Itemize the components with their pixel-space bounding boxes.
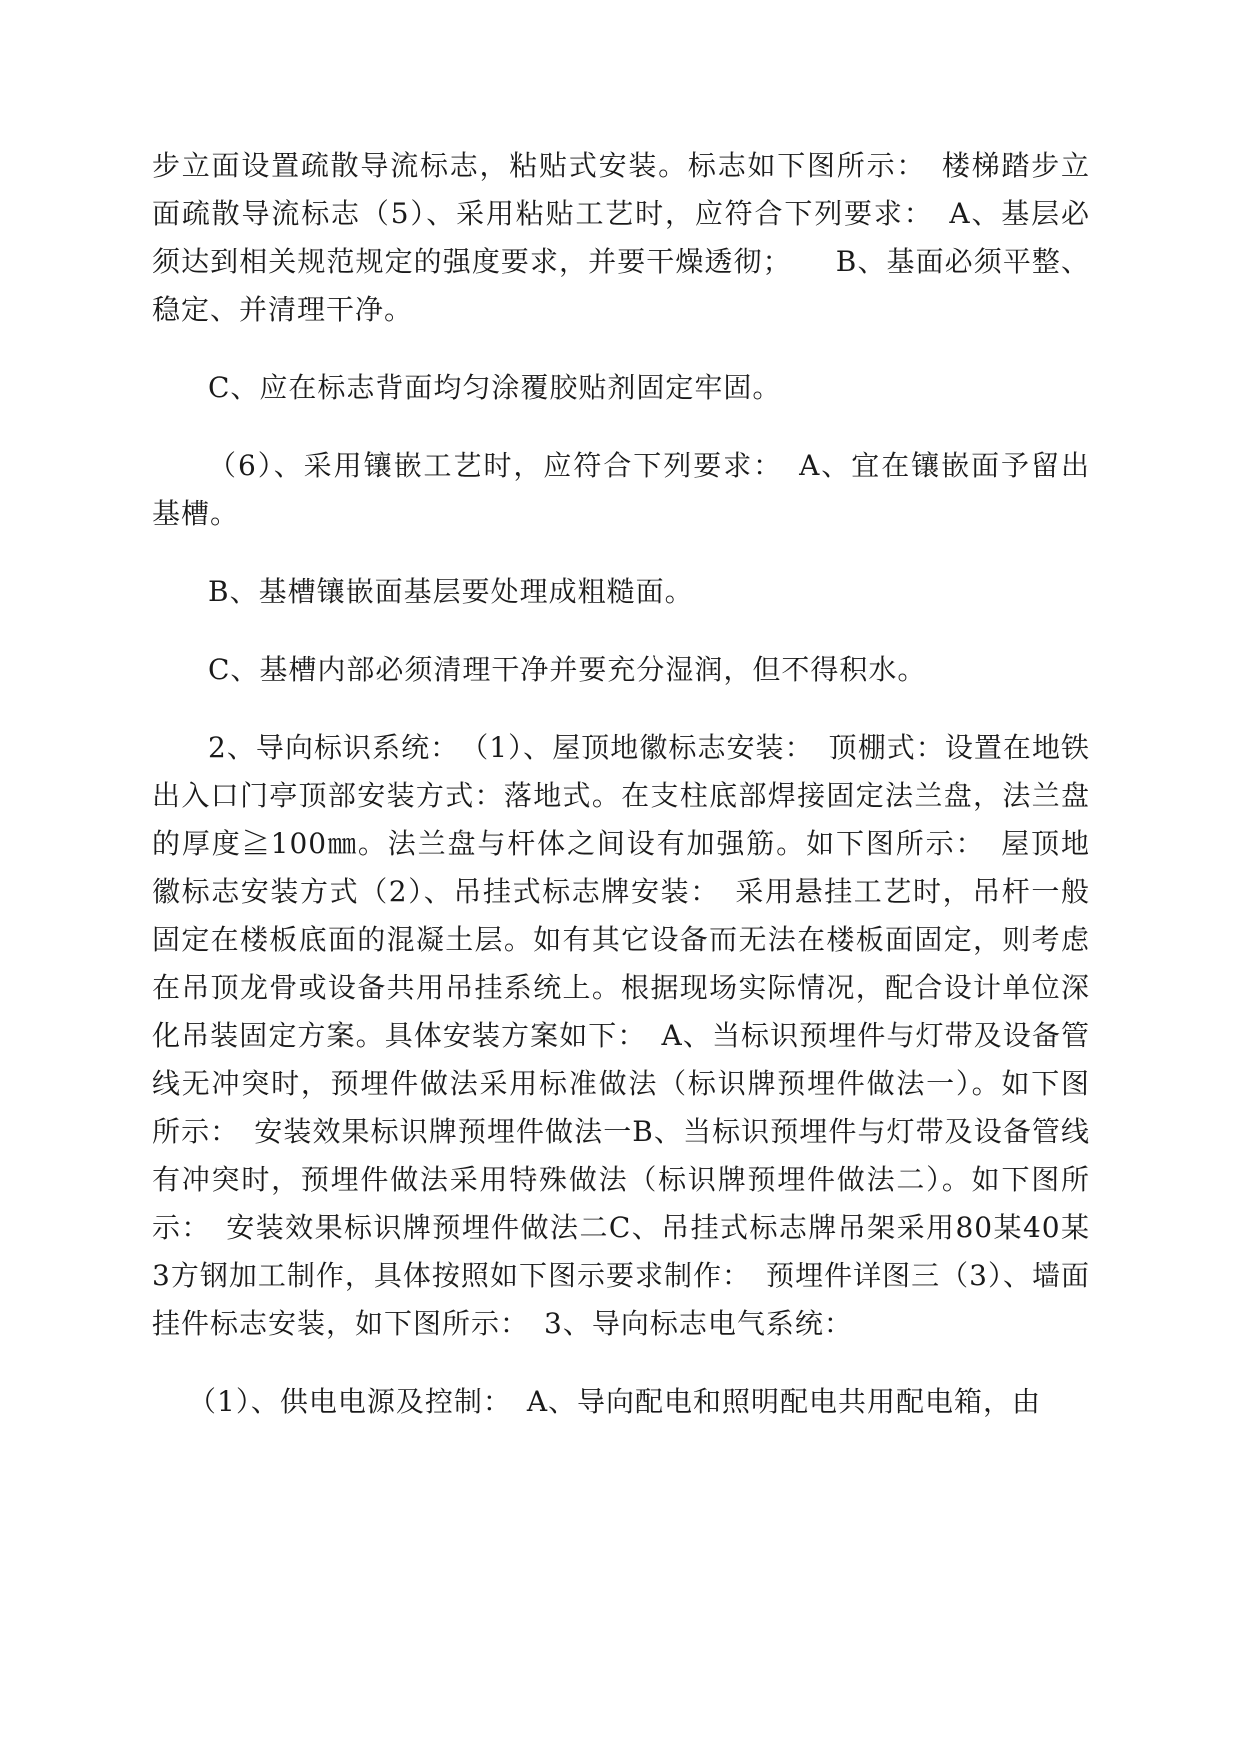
paragraph-groove-cleaning: C、基槽内部必须清理干净并要充分湿润，但不得积水。 — [208, 653, 927, 686]
paragraph-guidance-system: 2、导向标识系统： （1）、屋顶地徽标志安装： 顶棚式：设置在地铁出入口门亭顶部安装方式：落地式。在支柱底部焊接固定法兰盘，法兰盘的厚度≧100㎜。法兰盘与杆体之间设有加强筋。如下图所示： 屋顶地徽标志安装方式（2）、吊挂式标志牌安装： 采用悬挂工艺时，吊杆一般固定在楼板底面的混凝土层。如有其它设备而无法在楼板面固定，则考虑在吊顶龙骨或设备共用吊挂系统上。根据现场实际情况，配合设计单位深化吊装固定方案。具体安装方案如下： A、当标识预埋件与灯带及设备管线无冲突时，预埋件做法采用标准做法（标识牌预埋件做法一）。如下图所示： 安装效果标识牌预埋件做法一B、当标识预埋件与灯带及设备管线有冲突时，预埋件做法采用特殊做法（标识牌预埋件做法二）。如下图所示： 安装效果标识牌预埋件做法二C、吊挂式标志牌吊架采用80某40某3方钢加工制作，具体按照如下图示要求制作： 预埋件详图三（3）、墙面挂件标志安装，如下图所示： 3、导向标志电气系统： — [152, 731, 1090, 1340]
paragraph-signage-paste-install: 步立面设置疏散导流标志，粘贴式安装。标志如下图所示： 楼梯踏步立面疏散导流标志（5）、采用粘贴工艺时，应符合下列要求： A、基层必须达到相关规范规定的强度要求，并要干燥透彻； B、基面必须平整、稳定、并清理干净。 — [152, 149, 1090, 326]
paragraph-inlay-process: （6）、采用镶嵌工艺时，应符合下列要求： A、宜在镶嵌面予留出基槽。 — [152, 449, 1090, 530]
paragraph-power-supply: （1）、供电电源及控制： A、导向配电和照明配电共用配电箱，由 — [188, 1385, 1042, 1418]
document-body — [152, 142, 1090, 1456]
paragraph-groove-surface: B、基槽镶嵌面基层要处理成粗糙面。 — [208, 575, 694, 608]
paragraph-adhesive-coating: C、应在标志背面均匀涂覆胶贴剂固定牢固。 — [208, 371, 782, 404]
